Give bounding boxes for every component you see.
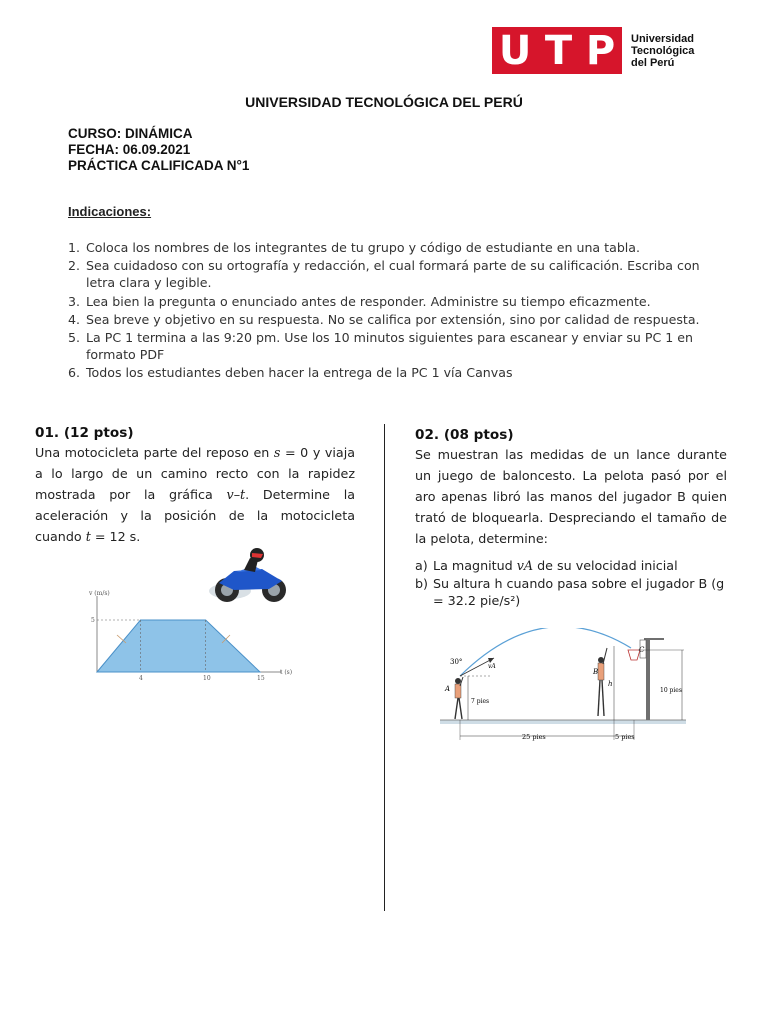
university-title: UNIVERSIDAD TECNOLÓGICA DEL PERÚ (245, 94, 523, 110)
item-text: Sea cuidadoso con su ortografía y redacción, el cual formará parte de su calificación. Escriba con letra clara y legible. (86, 258, 700, 291)
exam-date: FECHA: 06.09.2021 (68, 142, 191, 157)
q1-var-vt: v–t (226, 487, 246, 502)
q1-statement (35, 442, 355, 547)
item-number: 2. (68, 258, 81, 274)
hoop-label: C (639, 646, 645, 654)
motorcycle-illustration (209, 548, 286, 602)
x-tick-label: 10 (203, 675, 211, 682)
item-text: La magnitud (433, 558, 517, 573)
logo-text-line: del Perú (631, 57, 675, 69)
item-text: Coloca los nombres de los integrantes de tu grupo y código de estudiante en una tabla. (86, 240, 641, 255)
q1-vt-graph (84, 548, 300, 684)
list-item (68, 311, 718, 328)
logo-text-line: Tecnológica (631, 45, 695, 57)
player-b-label: B (593, 668, 599, 676)
item-number: 4. (68, 311, 81, 327)
q1-text: . Determine la aceleración y la posición de la motocicleta cuando (35, 487, 356, 544)
q1-title: 01. (12 ptos) (35, 425, 134, 441)
x-axis-label: t (s) (280, 669, 293, 676)
velocity-label: vA (488, 663, 496, 670)
y-axis-label: v (m/s) (89, 590, 110, 597)
player-b-figure (598, 648, 607, 716)
x-tick-label: 15 (257, 675, 265, 682)
distance-2-label: 5 pies (615, 733, 635, 741)
list-item (415, 557, 727, 574)
height-hoop-label: 10 pies (660, 687, 682, 694)
item-number: 6. (68, 365, 81, 381)
q1-text: = 12 s. (90, 529, 141, 544)
indications-title: Indicaciones: (68, 204, 152, 219)
item-var: vA (516, 558, 534, 573)
item-text: de su velocidad inicial (533, 558, 678, 573)
logo-letter-p: P (585, 27, 616, 74)
height-h-label: h (608, 680, 613, 688)
item-number: 5. (68, 330, 81, 346)
list-item (68, 239, 718, 256)
logo-text-line: Universidad (631, 33, 694, 45)
q2-items (415, 557, 727, 610)
logo-text (631, 33, 694, 69)
item-text: Todos los estudiantes deben hacer la entrega de la PC 1 vía Canvas (86, 365, 513, 381)
course-name: CURSO: DINÁMICA (68, 126, 193, 141)
item-number: 3. (68, 293, 81, 309)
item-text: La PC 1 termina a las 9:20 pm. Use los 10 minutos siguientes para escanear y enviar su PC 1 en formato PDF (86, 330, 693, 363)
q1-text: = 0 y viaja a lo largo de un camino recto con la rapidez mostrada por la gráfica (35, 445, 355, 502)
q2-statement: Se muestran las medidas de un lance durante un juego de baloncesto. La pelota pasó por el aro apenas libró las manos del jugador B quien trató de bloquearla. Despreciando el tamaño de la pelota, determine: (415, 447, 727, 546)
list-item (68, 257, 718, 291)
player-a-label: A (445, 685, 451, 693)
indications-list (68, 239, 718, 383)
q1-var-s: s (273, 445, 281, 460)
list-item (415, 575, 727, 609)
list-item (68, 329, 718, 363)
q1-var-t: t (85, 529, 91, 544)
logo-letter-u: U (498, 27, 532, 74)
course-block (68, 126, 249, 174)
item-number: b) (415, 576, 429, 591)
exam-title: PRÁCTICA CALIFICADA N°1 (68, 158, 250, 173)
item-text: Lea bien la pregunta o enunciado antes de responder. Administre su tiempo eficazmente. (86, 293, 651, 309)
column-divider (384, 424, 385, 911)
item-text: Su altura h cuando pasa sobre el jugador B (g = 32.2 pie/s²) (433, 576, 725, 608)
y-tick-label: 5 (91, 617, 95, 624)
angle-label: 30° (450, 658, 463, 666)
distance-1-label: 25 pies (522, 733, 546, 741)
list-item (68, 293, 718, 310)
utp-logo (492, 27, 622, 74)
x-tick-label: 4 (139, 675, 143, 682)
list-item (68, 364, 718, 381)
item-number: a) (415, 558, 428, 573)
height-a-label: 7 pies (471, 698, 490, 705)
q2-basketball-diagram (438, 628, 696, 746)
logo-letter-t: T (544, 27, 573, 74)
item-number: 1. (68, 240, 81, 255)
player-a-figure (455, 677, 463, 719)
q2-title: 02. (08 ptos) (415, 427, 514, 443)
item-text: Sea breve y objetivo en su respuesta. No se califica por extensión, sino por calidad de respuesta. (86, 311, 700, 327)
q1-text: Una motocicleta parte del reposo en (35, 445, 274, 460)
